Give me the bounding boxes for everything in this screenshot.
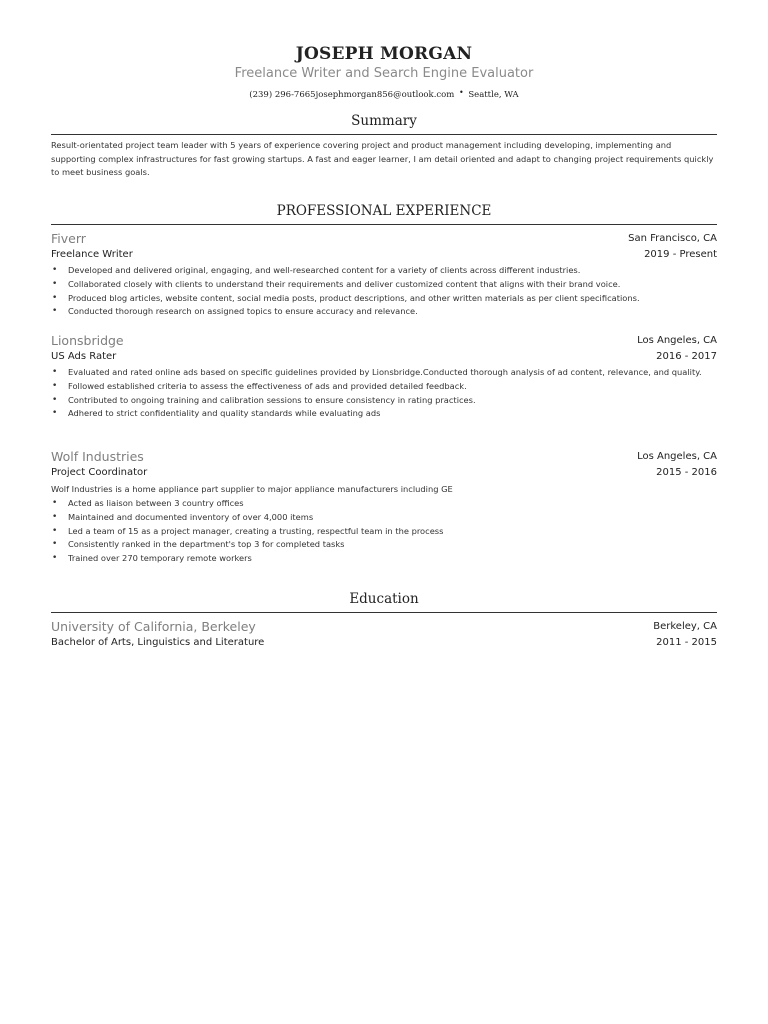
bullet-item: • Developed and delivered original, engaging, and well-researched content for a variety of clients across different industries. bbox=[51, 264, 717, 278]
bullet-item: • Trained over 270 temporary remote workers bbox=[51, 552, 717, 566]
education-dates: 2011 - 2015 bbox=[656, 637, 717, 648]
section-divider bbox=[51, 224, 717, 225]
job-entry bbox=[51, 230, 717, 319]
job-entry bbox=[51, 448, 717, 566]
job-location: Los Angeles, CA bbox=[637, 451, 717, 462]
bullet-item: • Produced blog articles, website content, social media posts, product descriptions, and other written materials as per client specifications. bbox=[51, 292, 717, 306]
separator-dot-icon: • bbox=[458, 88, 464, 97]
job-dates: 2016 - 2017 bbox=[656, 351, 717, 362]
candidate-name: JOSEPH MORGAN bbox=[295, 44, 473, 64]
candidate-title: Freelance Writer and Search Engine Evaluator bbox=[234, 66, 534, 81]
education-section bbox=[51, 590, 717, 613]
phone-number: (239) 296-7665 bbox=[249, 90, 316, 100]
job-bullets bbox=[51, 497, 717, 566]
company-name: Lionsbridge bbox=[51, 333, 124, 348]
degree: Bachelor of Arts, Linguistics and Literature bbox=[51, 637, 265, 648]
company-name: Wolf Industries bbox=[51, 449, 144, 464]
contact-line bbox=[0, 87, 768, 101]
contact-location: Seattle, WA bbox=[468, 90, 519, 100]
job-bullets bbox=[51, 366, 717, 421]
job-role: Project Coordinator bbox=[51, 467, 148, 478]
job-entry bbox=[51, 332, 717, 421]
bullet-item: • Led a team of 15 as a project manager, creating a trusting, respectful team in the process bbox=[51, 525, 717, 539]
summary-section bbox=[51, 112, 717, 180]
job-role: US Ads Rater bbox=[51, 351, 117, 362]
experience-heading: PROFESSIONAL EXPERIENCE bbox=[276, 203, 492, 219]
job-location: Los Angeles, CA bbox=[637, 335, 717, 346]
bullet-item: • Evaluated and rated online ads based on specific guidelines provided by Lionsbridge.Conducted thorough analysis of ad content, relevance, and quality. bbox=[51, 366, 717, 380]
school-location: Berkeley, CA bbox=[653, 621, 717, 632]
section-divider bbox=[51, 134, 717, 135]
job-dates: 2015 - 2016 bbox=[656, 467, 717, 478]
bullet-item: • Maintained and documented inventory of over 4,000 items bbox=[51, 511, 717, 525]
summary-heading: Summary bbox=[351, 113, 417, 129]
company-name: Fiverr bbox=[51, 231, 86, 246]
job-bullets bbox=[51, 264, 717, 319]
bullet-item: • Contributed to ongoing training and calibration sessions to ensure consistency in rating practices. bbox=[51, 394, 717, 408]
bullet-item: • Collaborated closely with clients to understand their requirements and deliver customized content that aligns with their brand voice. bbox=[51, 278, 717, 292]
job-dates: 2019 - Present bbox=[644, 249, 717, 260]
job-location: San Francisco, CA bbox=[628, 233, 717, 244]
bullet-item: • Consistently ranked in the department's top 3 for completed tasks bbox=[51, 538, 717, 552]
experience-section bbox=[51, 202, 717, 225]
school-name: University of California, Berkeley bbox=[51, 619, 256, 634]
resume-header bbox=[0, 43, 768, 101]
summary-text: Result-orientated project team leader with 5 years of experience covering project and product management including developing, implementing and supporting complex infrastructures for fast growing startups. A fast and eager learner, I am detail oriented and adapt to changing project requirements quickly to meet business goals. bbox=[51, 140, 714, 177]
bullet-item: • Followed established criteria to assess the effectiveness of ads and provided detailed feedback. bbox=[51, 380, 717, 394]
education-heading: Education bbox=[349, 591, 419, 607]
section-divider bbox=[51, 612, 717, 613]
email-address: josephmorgan856@outlook.com bbox=[315, 90, 455, 100]
job-role: Freelance Writer bbox=[51, 249, 133, 260]
company-description: Wolf Industries is a home appliance part supplier to major appliance manufacturers including GE bbox=[51, 484, 453, 494]
education-entry bbox=[51, 618, 717, 651]
bullet-item: • Conducted thorough research on assigned topics to ensure accuracy and relevance. bbox=[51, 305, 717, 319]
bullet-item: • Adhered to strict confidentiality and quality standards while evaluating ads bbox=[51, 407, 717, 421]
bullet-item: • Acted as liaison between 3 country offices bbox=[51, 497, 717, 511]
